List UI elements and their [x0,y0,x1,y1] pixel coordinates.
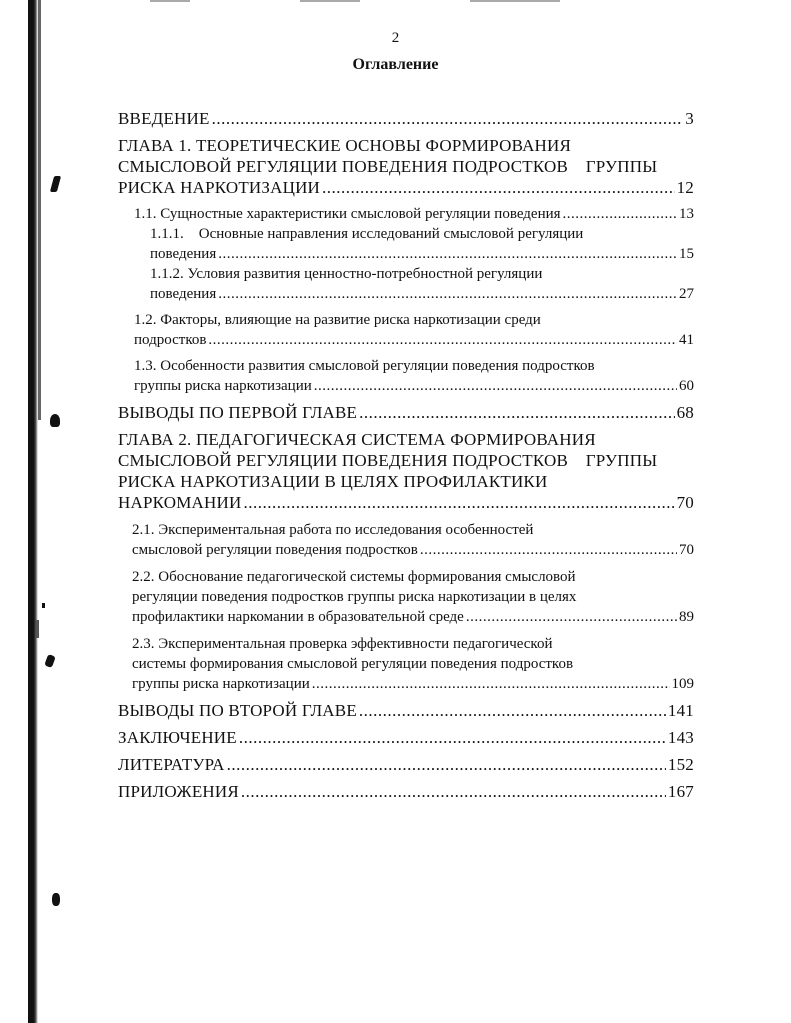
toc-page-number: 141 [667,701,694,720]
page-number: 2 [391,30,400,46]
toc-page-number: 167 [667,782,694,801]
toc-entry-line: системы формирования смысловой регуляции поведения подростков [132,656,574,672]
toc-entry-line: СМЫСЛОВОЙ РЕГУЛЯЦИИ ПОВЕДЕНИЯ ПОДРОСТКОВ ГРУППЫ [118,451,658,470]
toc-entry-line: 1.2. Факторы, влияющие на развитие риска наркотизации среди [134,312,541,328]
scan-artifact-mark [52,893,60,906]
toc-entry-conclusions-chapter-2[interactable] [118,700,694,721]
toc-page-number: 70 [676,493,694,512]
toc-leader-dots [218,284,677,304]
toc-entry-appendices[interactable] [118,781,694,802]
toc-page-number: 15 [679,246,694,262]
toc-leader-dots [420,540,677,560]
scan-artifact-mark [42,603,45,608]
toc-entry-section-1-1-1[interactable] [150,224,694,264]
scan-artifact-mark [44,654,56,668]
toc-leader-dots [314,376,677,396]
toc-page-number: 13 [679,206,694,222]
toc-entry-conclusions-chapter-1[interactable] [118,402,694,423]
toc-leader-dots [218,244,677,264]
scan-artifact-mark [36,620,39,638]
toc-entry-line: РИСКА НАРКОТИЗАЦИИ В ЦЕЛЯХ ПРОФИЛАКТИКИ [118,472,548,491]
page-title: Оглавление [352,56,439,73]
toc-entry-section-1-1-2[interactable] [150,264,694,304]
toc-entry-text: поведения [150,246,217,262]
toc-leader-dots [359,402,674,423]
toc-entry-line: регуляции поведения подростков группы риска наркотизации в целях [132,589,577,605]
toc-entry-line: 2.1. Экспериментальная работа по исследования особенностей [132,522,534,538]
toc-entry-chapter-1[interactable] [118,135,694,198]
toc-entry-line: ГЛАВА 1. ТЕОРЕТИЧЕСКИЕ ОСНОВЫ ФОРМИРОВАНИЯ [118,136,572,155]
toc-page-number: 3 [685,109,694,128]
toc-leader-dots [563,204,677,224]
toc-entry-section-2-2[interactable] [132,567,694,627]
toc-entry-text: подростков [134,332,207,348]
toc-entry-line: 2.2. Обоснование педагогической системы формирования смысловой [132,569,576,585]
toc-leader-dots [466,607,677,627]
toc-entry-text: ЗАКЛЮЧЕНИЕ [118,728,237,747]
scan-edge-shadow [28,0,38,1023]
toc-leader-dots [312,674,670,694]
toc-leader-dots [208,330,677,350]
toc-entry-line: 1.1.2. Условия развития ценностно-потребностной регуляции [150,266,543,282]
toc-page-number: 109 [671,676,694,692]
toc-page-number: 70 [679,542,694,558]
toc-entry-section-1-2[interactable] [134,310,694,350]
toc-leader-dots [359,700,666,721]
toc-entry-text: ВВЕДЕНИЕ [118,109,210,128]
toc-entry-introduction[interactable] [118,108,694,129]
toc-entry-literature[interactable] [118,754,694,775]
toc-entry-conclusion[interactable] [118,727,694,748]
toc-entry-line: 1.3. Особенности развития смысловой регуляции поведения подростков [134,358,595,374]
toc-page-number: 41 [679,332,694,348]
toc-entry-text: группы риска наркотизации [132,676,310,692]
toc-entry-text: 1.1. Сущностные характеристики смысловой регуляции поведения [134,206,561,222]
toc-entry-line: 1.1.1. Основные направления исследований смысловой регуляции [150,226,584,242]
toc-leader-dots [322,177,675,198]
toc-entry-text: ВЫВОДЫ ПО ВТОРОЙ ГЛАВЕ [118,701,357,720]
toc-leader-dots [241,781,666,802]
scan-artifact-mark [50,414,60,427]
toc-page-number: 68 [676,403,694,422]
toc-entry-text: ВЫВОДЫ ПО ПЕРВОЙ ГЛАВЕ [118,403,358,422]
toc-entry-text: профилактики наркомании в образовательной среде [132,609,464,625]
toc-page-number: 143 [667,728,694,747]
toc-entry-section-1-3[interactable] [134,356,694,396]
toc-leader-dots [227,754,666,775]
scan-artifact-mark [50,176,61,192]
toc-page-number: 12 [676,178,694,197]
toc-page-number: 89 [679,609,694,625]
toc-entry-section-2-1[interactable] [132,520,694,560]
toc-leader-dots [239,727,666,748]
toc-entry-section-2-3[interactable] [132,634,694,694]
toc-leader-dots [212,108,684,129]
toc-entry-text: смысловой регуляции поведения подростков [132,542,418,558]
scan-artifact-top [150,0,190,2]
toc-entry-line: ГЛАВА 2. ПЕДАГОГИЧЕСКАЯ СИСТЕМА ФОРМИРОВАНИЯ [118,430,596,449]
toc-entry-text: РИСКА НАРКОТИЗАЦИИ [118,178,321,197]
scan-artifact-top [300,0,360,2]
table-of-contents [118,108,694,802]
toc-page-number: 152 [667,755,694,774]
toc-page-number: 60 [679,378,694,394]
toc-entry-line: СМЫСЛОВОЙ РЕГУЛЯЦИИ ПОВЕДЕНИЯ ПОДРОСТКОВ ГРУППЫ [118,157,658,176]
toc-entry-text: группы риска наркотизации [134,378,312,394]
toc-entry-text: поведения [150,286,217,302]
toc-entry-text: ПРИЛОЖЕНИЯ [118,782,239,801]
toc-entry-section-1-1[interactable] [134,204,694,224]
toc-page-number: 27 [679,286,694,302]
toc-leader-dots [243,492,674,513]
toc-entry-chapter-2[interactable] [118,429,694,513]
scan-artifact-top [470,0,560,2]
toc-entry-line: 2.3. Экспериментальная проверка эффективности педагогической [132,636,553,652]
toc-entry-text: НАРКОМАНИИ [118,493,242,512]
toc-entry-text: ЛИТЕРАТУРА [118,755,225,774]
